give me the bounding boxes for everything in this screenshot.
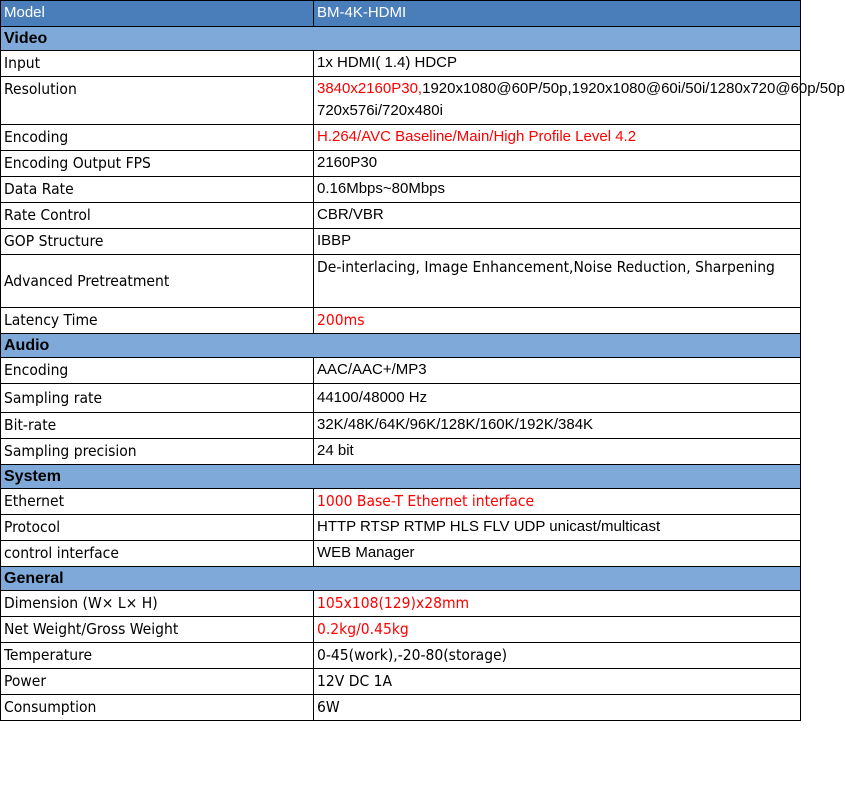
model-value: BM-4K-HDMI (314, 1, 801, 27)
spec-value: 44100/48000 Hz (314, 384, 801, 413)
spec-row (1, 669, 801, 695)
spec-row (1, 413, 801, 439)
spec-value: CBR/VBR (314, 203, 801, 229)
spec-key: Advanced Pretreatment (1, 255, 314, 308)
spec-key: Rate Control (1, 203, 314, 229)
spec-key: Power (1, 669, 314, 695)
spec-row (1, 541, 801, 567)
spec-key: Encoding Output FPS (1, 151, 314, 177)
spec-key: Protocol (1, 515, 314, 541)
model-row (1, 1, 801, 27)
spec-value: 24 bit (314, 439, 801, 465)
spec-value: 1x HDMI( 1.4) HDCP (314, 51, 801, 77)
spec-value: 0-45(work),-20-80(storage) (314, 643, 801, 669)
spec-key: Sampling rate (1, 384, 314, 413)
spec-row (1, 591, 801, 617)
spec-value-highlight: 3840x2160P30, (317, 80, 423, 97)
spec-row (1, 358, 801, 384)
spec-value: 6W (314, 695, 801, 721)
spec-row (1, 515, 801, 541)
spec-row (1, 617, 801, 643)
section-header-general (1, 567, 801, 591)
spec-key: Bit-rate (1, 413, 314, 439)
spec-value: 32K/48K/64K/96K/128K/160K/192K/384K (314, 413, 801, 439)
spec-row (1, 203, 801, 229)
spec-value: De-interlacing, Image Enhancement,Noise Reduction, Sharpening (314, 255, 801, 308)
spec-row (1, 308, 801, 334)
spec-row (1, 51, 801, 77)
spec-row (1, 151, 801, 177)
section-title: Audio (1, 334, 801, 358)
section-header-audio (1, 334, 801, 358)
spec-row (1, 77, 801, 125)
spec-key: GOP Structure (1, 229, 314, 255)
spec-row (1, 177, 801, 203)
spec-value: 105x108(129)x28mm (314, 591, 801, 617)
spec-key: control interface (1, 541, 314, 567)
spec-key: Temperature (1, 643, 314, 669)
section-title: System (1, 465, 801, 489)
spec-row (1, 439, 801, 465)
spec-key: Ethernet (1, 489, 314, 515)
spec-value: WEB Manager (314, 541, 801, 567)
spec-row (1, 384, 801, 413)
spec-value-rest: 1920x1080@60P/50p,1920x1080@60i/50i/1280x720@60p/50p 720x576i/720x480i (317, 80, 845, 119)
spec-key: Input (1, 51, 314, 77)
spec-value: 2160P30 (314, 151, 801, 177)
spec-key: Net Weight/Gross Weight (1, 617, 314, 643)
spec-key: Encoding (1, 358, 314, 384)
section-title: General (1, 567, 801, 591)
spec-row (1, 125, 801, 151)
spec-value: 0.2kg/0.45kg (314, 617, 801, 643)
spec-row (1, 695, 801, 721)
spec-value: AAC/AAC+/MP3 (314, 358, 801, 384)
spec-value: 1000 Base-T Ethernet interface (314, 489, 801, 515)
section-header-video (1, 27, 801, 51)
spec-row (1, 255, 801, 308)
spec-key: Sampling precision (1, 439, 314, 465)
spec-row (1, 489, 801, 515)
spec-row (1, 643, 801, 669)
spec-key: Encoding (1, 125, 314, 151)
spec-value (314, 77, 845, 125)
spec-key: Resolution (1, 77, 314, 125)
section-title: Video (1, 27, 801, 51)
spec-key: Dimension (W× L× H) (1, 591, 314, 617)
spec-value: H.264/AVC Baseline/Main/High Profile Level 4.2 (314, 125, 801, 151)
spec-value: HTTP RTSP RTMP HLS FLV UDP unicast/multicast (314, 515, 801, 541)
model-label: Model (1, 1, 314, 27)
spec-key: Data Rate (1, 177, 314, 203)
spec-row (1, 229, 801, 255)
section-header-system (1, 465, 801, 489)
spec-value: 12V DC 1A (314, 669, 801, 695)
spec-key: Latency Time (1, 308, 314, 334)
spec-key: Consumption (1, 695, 314, 721)
spec-value: 0.16Mbps~80Mbps (314, 177, 801, 203)
spec-value: IBBP (314, 229, 801, 255)
spec-value: 200ms (314, 308, 801, 334)
